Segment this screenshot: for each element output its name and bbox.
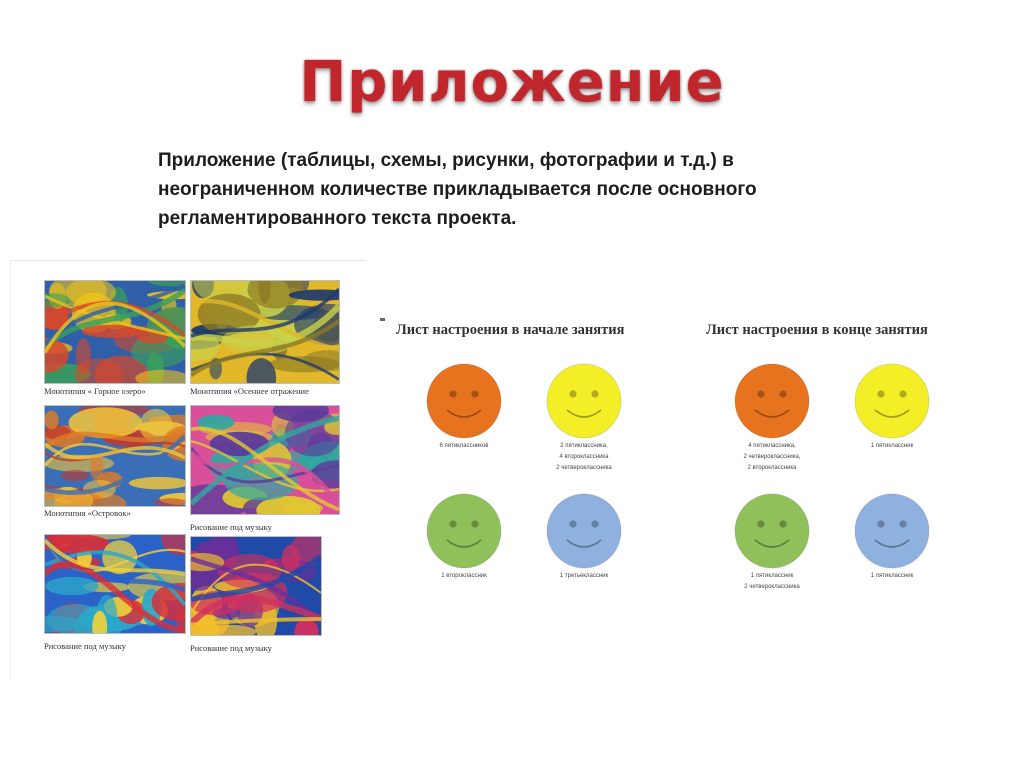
smiley-count-note	[519, 571, 649, 582]
mood-sheet-start-title: Лист настроения в начале занятия	[396, 322, 625, 338]
smiley-face-icon	[853, 362, 931, 440]
smiley-count-line: 6 пятиклассников	[439, 443, 489, 449]
photo-frame-top-border	[10, 260, 366, 261]
smiley-face-icon	[545, 492, 623, 570]
smiley-count-line: 4 пятиклассника,	[748, 443, 796, 449]
smiley-count-line: 1 второклассник	[441, 573, 487, 579]
smiley-count-line: 2 четвероклассника	[556, 465, 612, 471]
artwork-caption: Рисование под музыку	[190, 522, 272, 532]
smiley-count-note	[827, 571, 957, 582]
smiley-count-line: 1 пятиклассник	[870, 443, 914, 449]
smiley-count-note	[399, 571, 529, 582]
intro-text	[158, 146, 878, 233]
smiley-count-note	[707, 441, 837, 474]
artwork-autumn-reflection	[190, 280, 340, 384]
smiley-count-line: 4 второклассника	[559, 454, 609, 460]
intro-line: регламентированного текста проекта.	[158, 208, 517, 229]
artwork-painting	[45, 406, 185, 506]
artwork-music-drawing-butterfly	[190, 536, 322, 636]
artwork-music-drawing-2	[44, 534, 186, 634]
smiley-face-icon	[733, 492, 811, 570]
smiley-face-icon	[425, 492, 503, 570]
artwork-painting	[191, 281, 339, 383]
photo-frame-left-border	[10, 260, 11, 680]
artwork-caption: Монотипия « Горное озеро»	[44, 386, 146, 396]
smiley-count-note	[399, 441, 529, 452]
artwork-mountain-lake	[44, 280, 186, 384]
smiley-face-icon	[853, 492, 931, 570]
artwork-painting	[191, 406, 339, 514]
artwork-caption: Монотипия «Осеннее отражение	[190, 386, 309, 396]
smiley-face-icon	[545, 362, 623, 440]
smiley-face-icon	[425, 362, 503, 440]
mood-sheet-end-title: Лист настроения в конце занятия	[706, 322, 928, 338]
smiley-count-note	[707, 571, 837, 593]
smiley-count-line: 2 четвероклассника,	[743, 454, 801, 460]
smiley-count-line: 1 пятиклассник	[750, 573, 794, 579]
smiley-count-note	[827, 441, 957, 452]
smiley-count-line: 1 пятиклассник	[870, 573, 914, 579]
smiley-face-icon	[733, 362, 811, 440]
smiley-count-note	[519, 441, 649, 474]
artwork-island	[44, 405, 186, 507]
smiley-count-line: 2 второклассника	[747, 465, 797, 471]
smiley-count-line: 2 пятиклассника,	[560, 443, 608, 449]
artwork-caption: Рисование под музыку	[44, 641, 126, 651]
artwork-music-drawing-1	[190, 405, 340, 515]
decor-mark	[380, 318, 385, 321]
intro-line: Приложение (таблицы, схемы, рисунки, фотографии и т.д.) в	[158, 150, 734, 171]
artwork-painting	[191, 537, 321, 635]
intro-line: неограниченном количестве прикладывается после основного	[158, 179, 757, 200]
artwork-caption: Монотипия «Островок»	[44, 508, 131, 518]
smiley-count-line: 1 третьеклассник	[559, 573, 609, 579]
slide-title: Приложение	[299, 50, 725, 115]
artwork-painting	[45, 281, 185, 383]
smiley-count-line: 2 четвероклассника	[744, 584, 800, 590]
artwork-painting	[45, 535, 185, 633]
artwork-caption: Рисование под музыку	[190, 643, 272, 653]
